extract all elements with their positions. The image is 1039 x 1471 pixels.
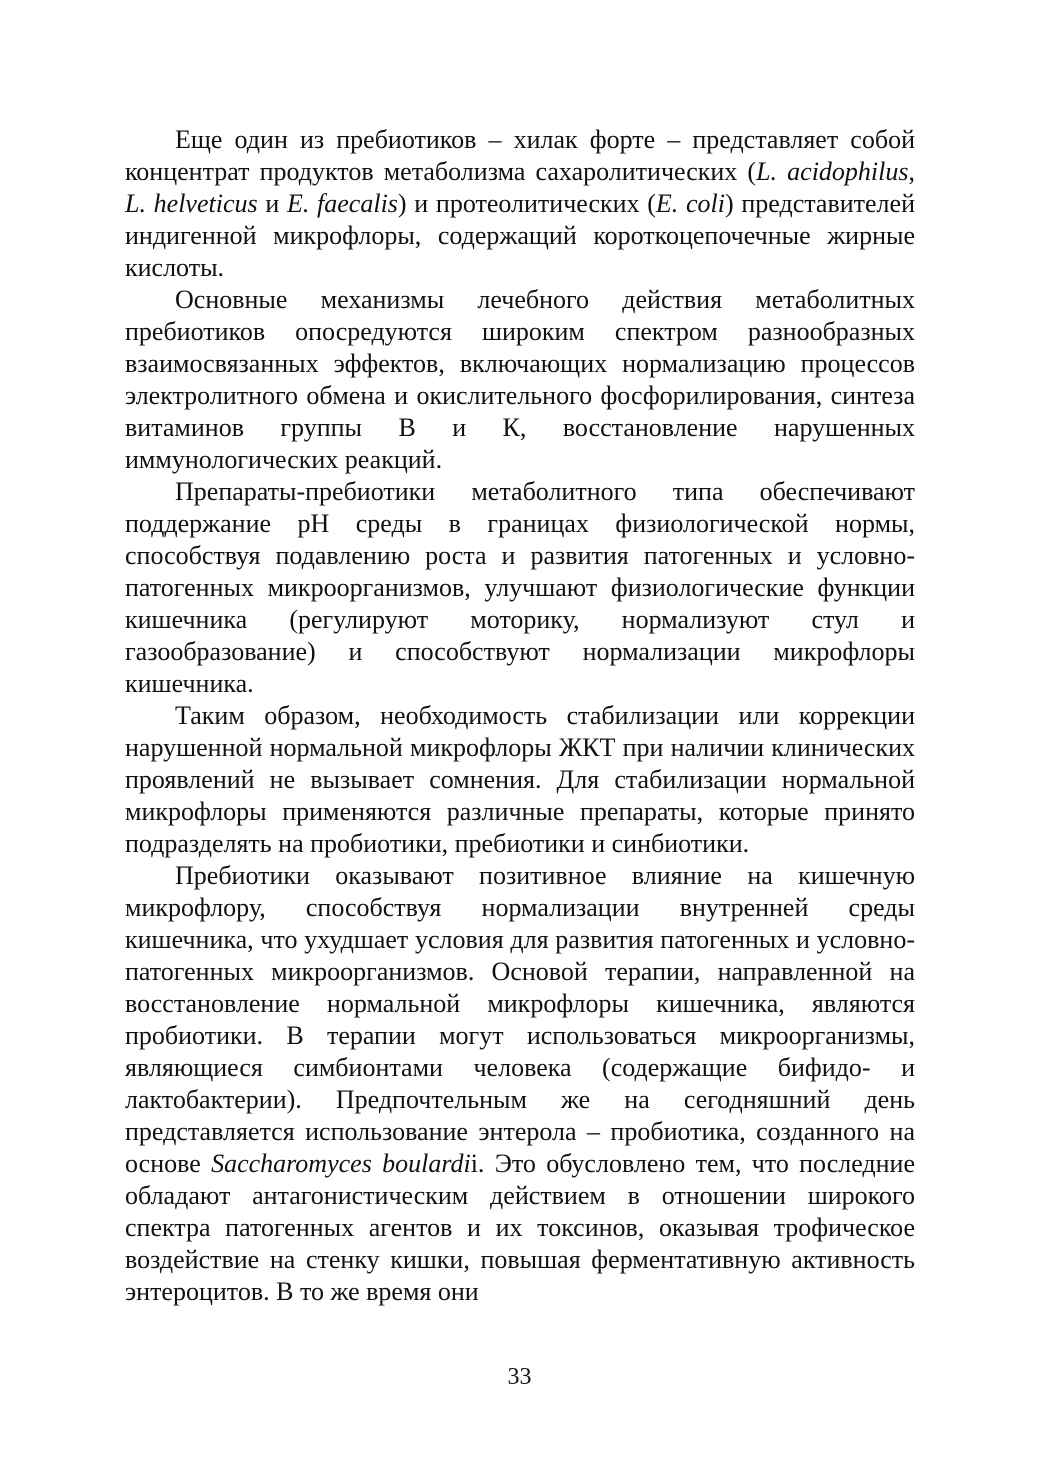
text-segment: и bbox=[257, 189, 287, 218]
text-segment: Еще один из пребиотиков – хилак форте – представляет собой концентрат продуктов метаболизма сахаролитических ( bbox=[125, 125, 915, 186]
paragraph bbox=[125, 700, 915, 860]
text-segment: Таким образом, необходимость стабилизации или коррекции нарушенной нормальной микрофлоры ЖКТ при наличии клинических проявлений не вызывает сомнения. Для стабилизации нормальной микрофлоры применяются различные препараты, которые принято подразделять на пробиотики, пребиотики и синбиотики. bbox=[125, 701, 915, 858]
body-text bbox=[125, 124, 915, 1308]
paragraph bbox=[125, 476, 915, 700]
italic-text-segment: E. faecalis bbox=[286, 189, 398, 218]
text-segment: ) представителей индигенной микрофлоры, содержащий короткоцепочечные жирные кислоты. bbox=[125, 189, 915, 282]
italic-text-segment: L. acidophilus bbox=[756, 157, 909, 186]
italic-text-segment: E. coli bbox=[655, 189, 725, 218]
italic-text-segment: L. helveticus bbox=[125, 189, 258, 218]
text-segment: , bbox=[908, 157, 915, 186]
paragraph bbox=[125, 124, 915, 284]
page-number: 33 bbox=[507, 1364, 532, 1390]
paragraph bbox=[125, 284, 915, 476]
italic-text-segment: Saccharomyces boulardi bbox=[211, 1149, 471, 1178]
text-segment: Препараты-пребиотики метаболитного типа обеспечивают поддержание рН среды в границах физиологической нормы, способствуя подавлению роста и развития патогенных и условно-патогенных микроорганизмов, улучшают физиологические функции кишечника (регулируют моторику, нормализуют стул и газообразование) и способствуют нормализации микрофлоры кишечника. bbox=[125, 477, 915, 698]
text-segment: ) и протеолитических ( bbox=[397, 189, 656, 218]
text-segment: i. Это обусловлено тем, что последние обладают антагонистическим действием в отношении широкого спектра патогенных агентов и их токсинов, оказывая трофическое воздействие на стенку кишки, повышая ферментативную активность энтероцитов. В то же время они bbox=[125, 1149, 915, 1306]
text-segment: Пребиотики оказывают позитивное влияние на кишечную микрофлору, способствуя нормализации внутренней среды кишечника, что ухудшает условия для развития патогенных и условно-патогенных микроорганизмов. Основой терапии, направленной на восстановление нормальной микрофлоры кишечника, являются пробиотики. В терапии могут использоваться микроорганизмы, являющиеся симбионтами человека (содержащие бифидо- и лактобактерии). Предпочтельным же на сегодняшний день представляется использование энтерола – пробиотика, созданного на основе bbox=[125, 861, 915, 1178]
paragraph bbox=[125, 860, 915, 1308]
text-segment: Основные механизмы лечебного действия метаболитных пребиотиков опосредуются широким спектром разнообразных взаимосвязанных эффектов, включающих нормализацию процессов электролитного обмена и окислительного фосфорилирования, синтеза витаминов группы В и К, восстановление нарушенных иммунологических реакций. bbox=[125, 285, 915, 474]
